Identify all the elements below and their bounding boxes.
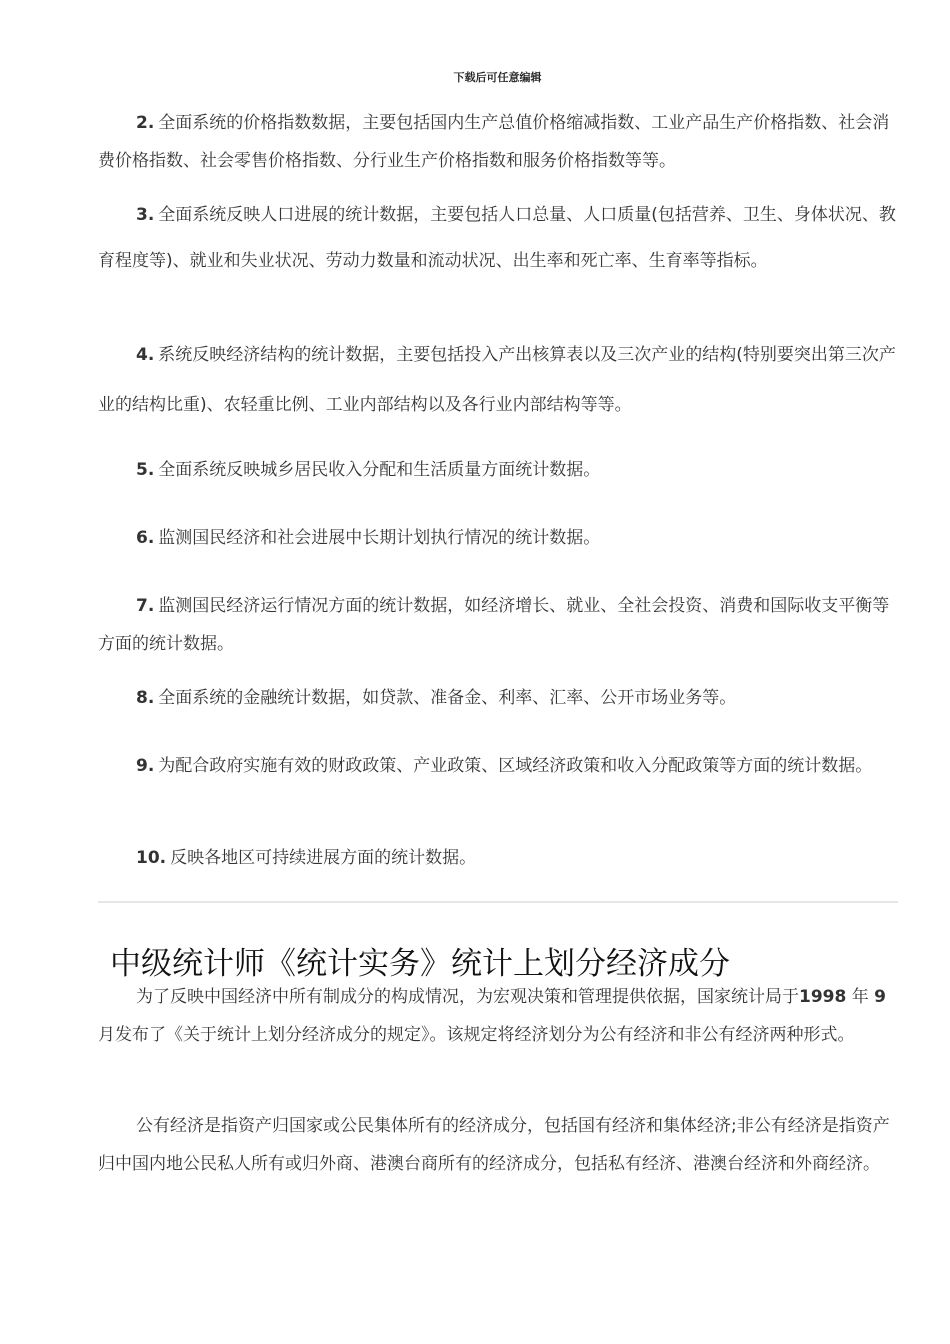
item-number: 8. [136,688,155,708]
list-item [98,679,898,717]
item-text: 监测国民经济运行情况方面的统计数据，如经济增长、就业、全社会投资、消费和国际收支平衡等方面的统计数据。 [98,596,890,654]
year-unit: 年 [851,987,869,1007]
paragraph-text: 月发布了《关于统计上划分经济成分的规定》。该规定将经济划分为公有经济和非公有经济两种形式。 [98,1025,855,1045]
item-text: 全面系统反映人口进展的统计数据，主要包括人口总量、人口质量(包括营养、卫生、身体状况、教育程度等)、就业和失业状况、劳动力数量和流动状况、出生率和死亡率、生育率等指标。 [98,205,896,271]
item-number: 2. [136,113,155,133]
item-number: 5. [136,460,155,480]
item-number: 10. [136,848,167,868]
item-number: 7. [136,596,155,616]
month-number: 9 [874,987,886,1007]
item-text: 系统反映经济结构的统计数据，主要包括投入产出核算表以及三次产业的结构(特别要突出第三次产业的结构比重)、农轻重比例、工业内部结构以及各行业内部结构等等。 [98,345,896,415]
paragraph-text: 为了反映中国经济中所有制成分的构成情况，为宏观决策和管理提供依据，国家统计局于 [136,987,799,1007]
item-text: 全面系统的金融统计数据，如贷款、准备金、利率、汇率、公开市场业务等。 [158,688,737,708]
list-item [98,451,898,489]
section-title: 中级统计师《统计实务》统计上划分经济成分 [110,946,730,982]
item-text: 为配合政府实施有效的财政政策、产业政策、区域经济政策和收入分配政策等方面的统计数据。 [158,756,873,776]
list-item [98,587,898,663]
item-text: 反映各地区可持续进展方面的统计数据。 [170,848,477,868]
item-number: 9. [136,756,155,776]
list-item [98,104,898,180]
list-item [98,519,898,557]
item-text: 全面系统的价格指数数据，主要包括国内生产总值价格缩减指数、工业产品生产价格指数、社会消费价格指数、社会零售价格指数、分行业生产价格指数和服务价格指数等等。 [98,113,890,171]
list-item [98,747,898,785]
item-number: 3. [136,205,155,225]
list-item [98,330,898,430]
header-note: 下载后可任意编辑 [453,71,542,84]
section-divider [98,901,898,903]
item-text: 监测国民经济和社会进展中长期计划执行情况的统计数据。 [158,528,601,548]
list-item [98,192,898,284]
item-number: 6. [136,528,155,548]
list-item [98,839,898,877]
year-number: 1998 [799,987,847,1007]
paragraph-text: 公有经济是指资产归国家或公民集体所有的经济成分，包括国有经济和集体经济;非公有经济是指资产归中国内地公民私人所有或归外商、港澳台商所有的经济成分，包括私有经济、港澳台经济和外商经济。 [98,1116,890,1174]
item-number: 4. [136,345,155,365]
item-text: 全面系统反映城乡居民收入分配和生活质量方面统计数据。 [158,460,601,480]
section-paragraph [98,1107,898,1183]
section-paragraph [98,978,898,1054]
